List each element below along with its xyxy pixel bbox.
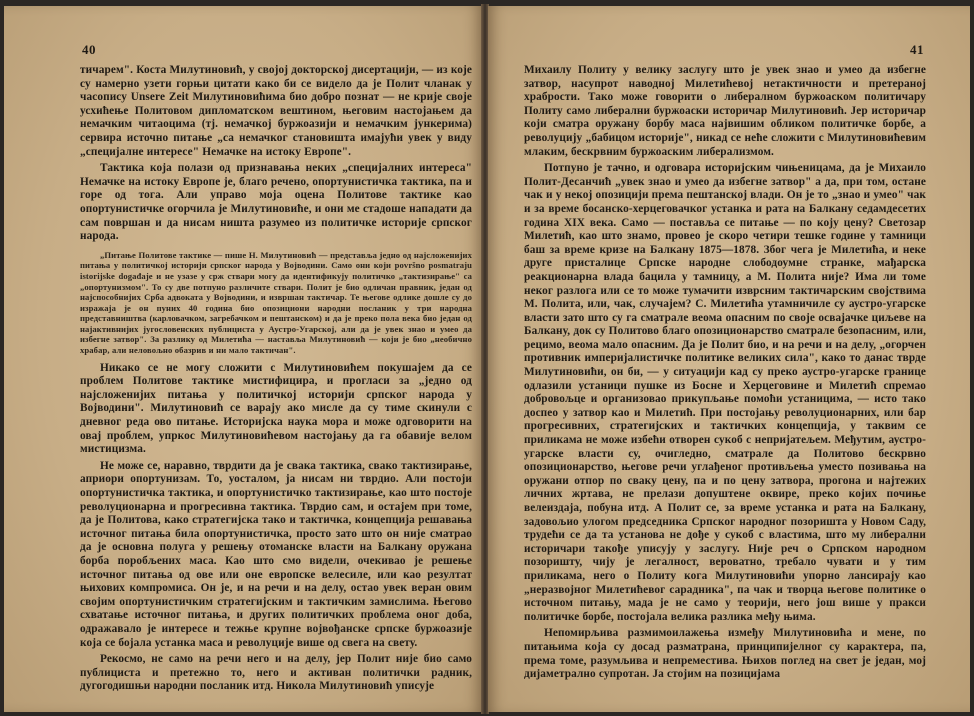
paragraph: Рекосмо, не само на речи него и на делу, јер Полит није био само публициста и претежно то, него и активан политички радник, дугогодишњи народни посланик итд. Никола Милутиновић уписује <box>80 653 472 693</box>
left-page-text <box>80 64 472 694</box>
page-number-left: 40 <box>82 42 96 57</box>
paragraph: Никако се не могу сложити с Милутиновићем покушајем да се проблем Политове тактике мистифицира, и прогласи за „једно од најсложенијих питања у политичкој историји српског народа у Војводини". Милутиновић се варају ако мисле да су тиме скинули с дневног реда ово питање. Историјска наука мора и може одговорити на овај проблем, упркос Милутиновићевом настојању да га обавије велом мистицизма. <box>80 361 472 456</box>
paragraph: Михаилу Политу у велику заслугу што је увек знао и умео да избегне затвор, насупрот наводној Милетићевој нетактичности и претераној храбрости. Тако може говорити о либералном буржоаском политичару Политу само либерални буржоаски историчар Милутиновић. Јер историчар који сматра оружану борбу маса највишим обликом политичке борбе, а револуцију „бабицом историје", никад се неће сложити с Милутиновићевим млаким, бескрвним буржоаским либерализмом. <box>524 64 926 158</box>
page-number-right: 41 <box>910 42 924 57</box>
paragraph: Потпуно је тачно, и одговара историјским чињеницама, да је Михаило Полит-Десанчић „увек знао и умео да избегне затвор" а да, при том, остане чак и у некој опозицији према пештанској влади. Он је то „знао и умео" чак и за време босанско-херцеговачког устанка и рата на Балкану седамдесетих година XIX века. Само — поставља се питање — по коју цену? Светозар Милетић, као што знамо, провео је скоро четири тешке године у тамници баш за време кризе на Балкану 1875—1878. Због чега је Милетића, и неке друге присталице Српске народне слободоумне странке, мађарска реакционарна влада бацила у тамницу, а М. Полита није? Има ли томе неког разлога или се то може тумачити изврсним тактичарским својствима М. Полита, или, чак, случајем? С. Милетића утамничиле су аустро-угарске власти зато што су га сматрале веома опасним по своје освајачке циљеве на Балкану, док су Политово благо опозиционарство сматрале безопасним, или, рецимо, веома мало опасним. Да је Полит био, и на речи и на делу, „огорчен противник империјалистичке политике великих сила", како то данас тврде Милутиновићи, он би, — у ситуацији кад су преко аустро-угарске границе одлазили устаници пушке из Босне и Херцеговине и Милетић спремао добровољце и организовао прикупљање помоћи устаницима, — исто тако доспео у затвор као и Милетић. При постојању револуционарних, или бар прогресивних, стратегијских и тактичких концепција, у таквим се приликама не може избећи отворен сукоб с непријатељем. Међутим, аустро-угарске власти су, очигледно, сматрале да Политово бескрвно опозиционарство, његове речи углађеног противљења уместо позивања на оружани отпор по сваку цену, па и по цену затвора, прогона и најтежих личних жртава, не прелази допуштене оквире, преко којих почиње велеиздаја, побуна итд. А Полит се, за време устанка и рата на Балкану, задовољио улогом председника Српског народног позоришта у Новом Саду, трудећи се да та установа не дође у сукоб с властима, што му либерални историчари такође уписују у заслугу. Није реч о Српском народном позоришту, чију је легалност, вероватно, требало чувати и у тим приликама, него о Политу кога Милутиновићи упорно лансирају као „неразвојног Милетићевог сарадника", па чак и творца његове политике о источном питању, мада је не само у теорији, него још више у пракси политичке борбе, постојала велика разлика међу њима. <box>524 162 926 623</box>
paragraph: тичарем". Коста Милутиновић, у својој докторској дисертацији, — из које су намерно узети горњи цитати како би се видело да је Полит чланак у часопису Unsere Zeit Милутиновићима био добро познат — не крије своје усхићење Политовом дипломатском вештином, његовим настојањем да немачким читаоцима (тј. немачкој буржоазији и немачким јункерима) сервира источно питање „са немачког становишта имајући увек у виду „специјалне интересе" Немачке на истоку Европе". <box>80 64 472 158</box>
paragraph: Тактика која полази од признавања неких „специјалних интереса" Немачке на истоку Европе је, благо речено, опортунистичка тактика, па и горе од тога. Али управо моја оцена Политове тактике као опортунистичке огорчила је Милутиновиће, и они ме стадоше нападати да сам површан и да нисам ништа разумео из политичке историје српског народа. <box>80 162 472 243</box>
paragraph: Непомирљива размимоилажења између Милутиновића и мене, по питањима која су досад разматрана, принципијелног су карактера, па, према томе, разумљива и непреместива. Њихов поглед на свет је један, мој дијаметрално супротан. Ја стојим на позицијама <box>524 627 926 681</box>
left-page <box>4 6 482 712</box>
paragraph: Не може се, наравно, тврдити да је свака тактика, свако тактизирање, априори опортунизам. То, уосталом, ја нисам ни тврдио. Али постоји опортунистичка тактика, и опортунистичко тактизирање, као што постоје револуционарна и прогресивна тактика. Тврдио сам, и остајем при томе, да је Политова, како стратегијска тако и тактичка, концепција решавања источног питања била опортунистичка, просто зато што он није сматрао да је основна полуга у решењу отоманске власти на Балкану оружана борба поробљених маса. Као што смо видели, очекивао је решење источног питања од ове или оне европске велесиле, или као резултат њихових компромиса. Он је, и на речи и на делу, остао увек веран овим својим опортунистичким стратегијским и тактичким замислима. Његово схватање источног питања, и других политичких проблема оног доба, одражавало је интересе и тежње крупне војвођанске српске буржоазије која се бојала устанка маса и револуције више од свега на свету. <box>80 459 472 649</box>
right-page <box>488 6 970 712</box>
footnote: „Питање Политове тактике — пише Н. Милутиновић — представља једно од најсложенијих питања у политичкој историји српског народа у Војводини. Само они који površno posmatraju istorijske događaje и не узазе у срж ствари могу да идентификују политичко „тактизирање" са „опортунизмом". То су две потпуно различите ствари. Полит је био одличан правник, један од најспособнијих Срба адвоката у Војводини, и извршан тактичар. Те његове одлике дошле су до изражаја је он пуних 40 година био опозициони народни посланик у три народна представништва (карловачком, загребачком и пештанском) и да је преко пола века био један од најактивнијих југословенских публициста у Аустро-Угарској, али да је увек знао и умео да избегне затвор". За разлику од Милетића — наставља Милутиновић — који је био „необично храбар, али неловољно обазрив и ни мало тактичан". <box>80 249 472 356</box>
right-page-text <box>524 64 926 682</box>
